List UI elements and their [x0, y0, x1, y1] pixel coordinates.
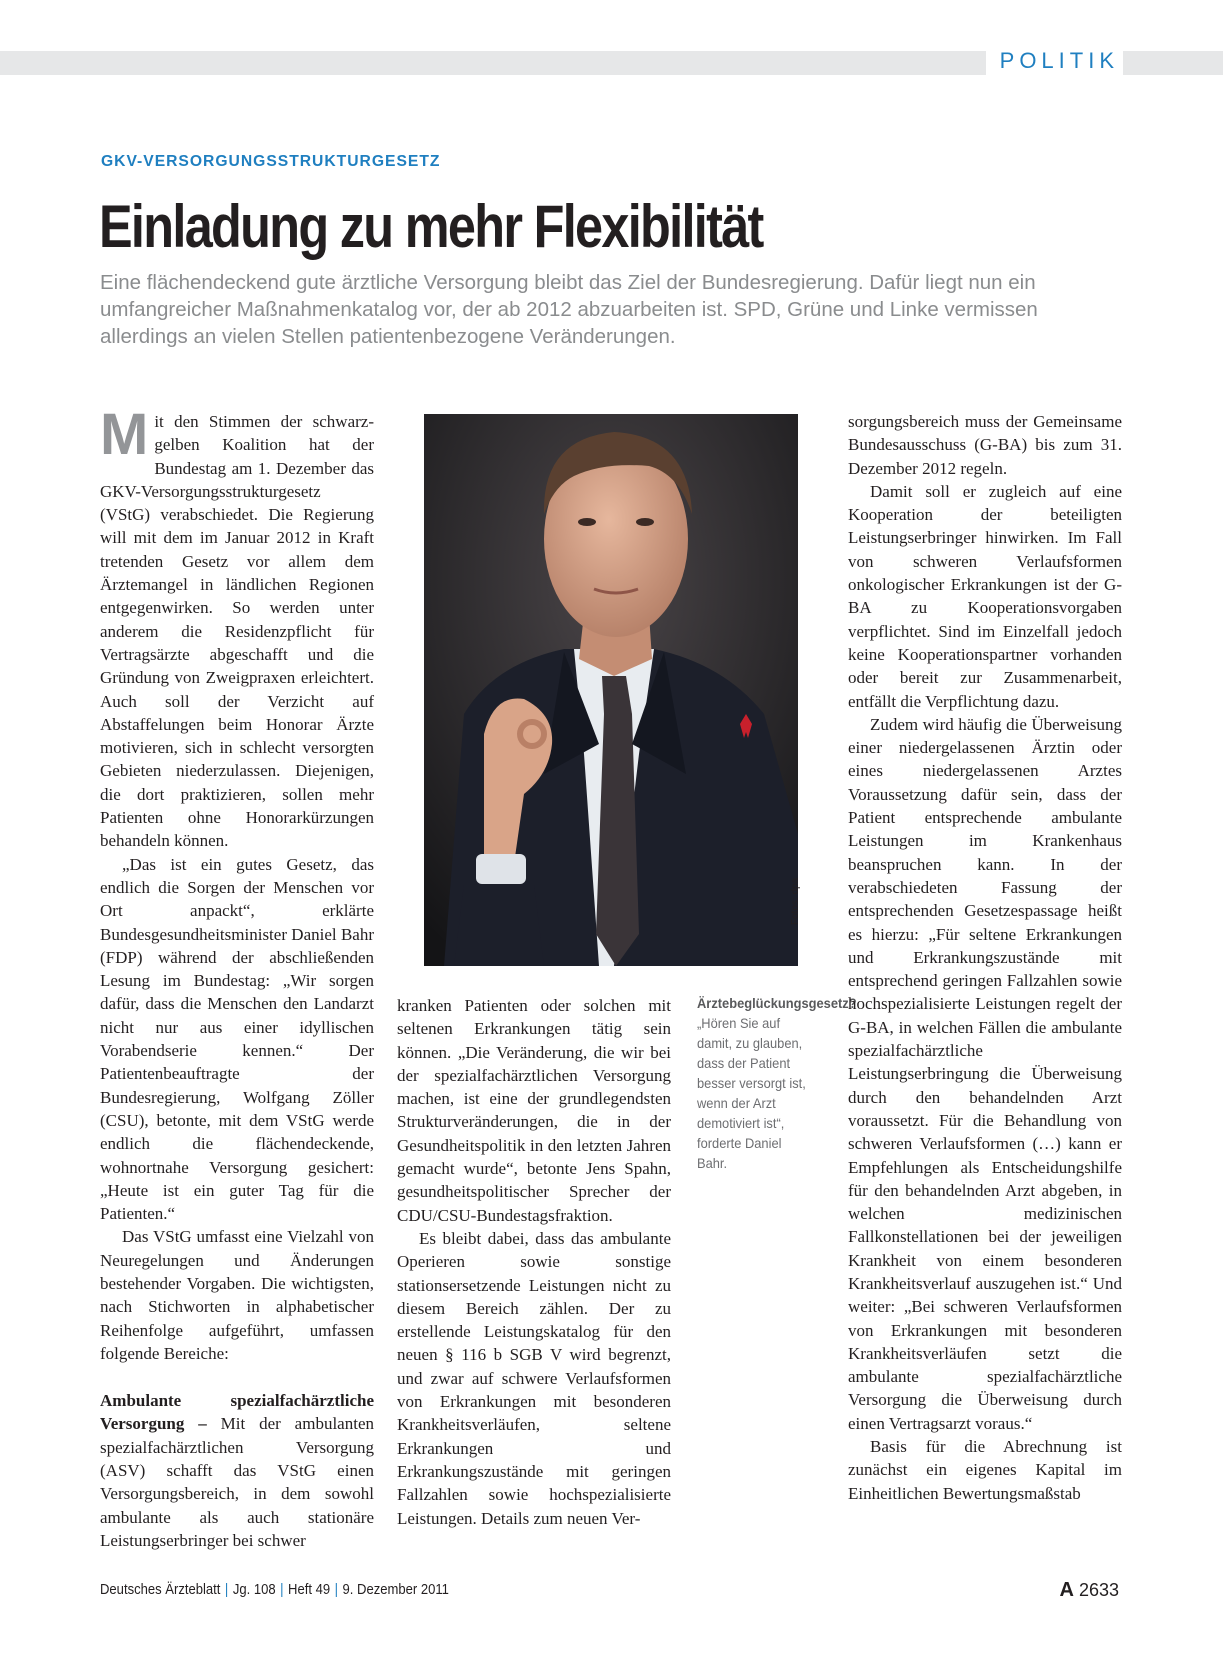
volume: Jg. 108 — [232, 1582, 276, 1598]
separator: | — [334, 1582, 339, 1598]
footer-citation — [100, 1582, 449, 1598]
portrait-illustration — [424, 414, 798, 966]
text-column-3 — [848, 410, 1122, 1505]
section-label: POLITIK — [986, 46, 1123, 76]
caption-title: Ärztebeglückungsgesetz? — [697, 995, 857, 1011]
text-column-2 — [397, 994, 671, 1530]
caption-text: „Hören Sie auf damit, zu glauben, dass der Patient besser versorgt ist, wenn der Arzt demotiviert ist“, forderte Daniel Bahr. — [697, 1015, 806, 1171]
page-number — [1059, 1579, 1119, 1602]
drop-cap: M — [100, 402, 149, 467]
separator: | — [280, 1582, 284, 1598]
paragraph: Damit soll er zugleich auf eine Kooperation der beteiligten Leistungserbringer hinwirken. Im Fall von schweren Verlaufsformen onkologischer Erkrankungen ist der G-BA zu Kooperationsvorgaben verpflichtet. Sind im Einzelfall jedoch keine Kooperationspartner vorhanden oder bereit zur Zusammenarbeit, entfällt die Verpflichtung dazu. — [848, 481, 1122, 711]
paragraph: sorgungsbereich muss der Gemeinsame Bundesausschuss (G-BA) bis zum 31. Dezember 2012 regeln. — [848, 412, 1122, 478]
paragraph: kranken Patienten oder solchen mit seltenen Erkrankungen tätig sein können. „Die Veränderung, die wir bei der spezialfachärztlichen Versorgung machen, ist eine der grundlegendsten Strukturveränderungen, die in der Gesundheitspolitik in den letzten Jahren gemacht wurde“, betonte Jens Spahn, gesundheitspolitischer Sprecher der CDU/CSU-Bundestagsfraktion. — [397, 996, 671, 1225]
article-kicker: GKV-VERSORGUNGSSTRUKTURGESETZ — [101, 153, 441, 170]
separator: | — [224, 1582, 229, 1598]
article-lead: Eine flächendeckend gute ärztliche Versorgung bleibt das Ziel der Bundesregierung. Dafür liegt nun ein umfangreicher Maßnahmenkatalog vor, der ab 2012 abzuarbeiten ist. SPD, Grüne und Linke vermissen allerdings an vielen Stellen patientenbezogene Veränderungen. — [100, 271, 1038, 348]
issue-date: 9. Dezember 2011 — [342, 1582, 449, 1598]
photo-caption — [697, 993, 857, 1173]
paragraph: Basis für die Abrechnung ist zunächst ein eigenes Kapital im Einheitlichen Bewertungsmaßstab — [848, 1437, 1122, 1503]
paragraph-text: it den Stimmen der schwarz-gelben Koalition hat der Bundestag am 1. Dezember das GKV-Versorgungsstrukturgesetz (VStG) verabschiedet. Die Regierung will mit dem im Januar 2012 in Kraft tretenden Gesetz vor allem dem Ärztemangel in ländlichen Regionen entgegenwirken. So werden unter anderem die Residenzpflicht für Vertragsärzte abgeschafft und die Gründung von Zweigpraxen erleichtert. Auch soll der Verzicht auf Abstaffelungen beim Honorar Ärzte motivieren, sich in schlecht versorgten Gebieten niederzulassen. Diejenigen, die dort praktizieren, sollen mehr Patienten ohne Honorarkürzungen behandeln können. — [100, 412, 374, 851]
page-number-value: 2633 — [1078, 1580, 1119, 1600]
page-prefix: A — [1059, 1579, 1074, 1601]
journal-name: Deutsches Ärzteblatt — [100, 1582, 221, 1598]
paragraph: „Das ist ein gutes Gesetz, das endlich die Sorgen der Menschen vor Ort anpackt“, erklärte Bundesgesundheitsminister Daniel Bahr (FDP) während der abschließenden Lesung im Bundestag: „Wir sorgen dafür, dass die Menschen den Landarzt nicht nur aus einer idyllischen Vorabendserie kennen.“ Der Patientenbeauftragte der Bundesregierung, Wolfgang Zöller (CSU), betonte, mit dem VStG werde endlich die flächendeckende, wohnortnahe Versorgung gesichert: „Heute ist ein guter Tag für die Patienten.“ — [100, 854, 374, 1224]
paragraph: Das VStG umfasst eine Vielzahl von Neuregelungen und Änderungen bestehender Vorgaben. Die wichtigsten, nach Stichworten in alphabetischer Reihenfolge aufgeführt, umfassen folgende Bereiche: — [100, 1227, 374, 1363]
paragraph-text: Mit der ambulanten spezialfachärztlichen Versorgung (ASV) schafft das VStG einen Versorgungsbereich, in dem sowohl ambulante als auch stationäre Leistungserbringer bei schwer — [100, 1414, 374, 1550]
subheading: Ambulante spezialfachärztliche Versorgung – — [100, 1391, 374, 1434]
portrait-photo — [424, 414, 798, 966]
text-column-1 — [100, 402, 374, 1552]
issue: Heft 49 — [288, 1582, 331, 1598]
paragraph: Zudem wird häufig die Überweisung einer niedergelassenen Ärztin oder eines niedergelassenen Arztes Voraussetzung dafür sein, dass der Patient entsprechende ambulante Leistungen im Krankenhaus beanspruchen kann. In der verabschiedeten Fassung der entsprechenden Gesetzespassage heißt es hierzu: „Für seltene Erkrankungen und Erkrankungszustände mit entsprechend geringen Fallzahlen sowie hochspezialisierte Leistungen regelt der G-BA, in welchen Fällen die ambulante spezialfachärztliche Leistungserbringung die Überweisung durch den behandelnden Arzt voraussetzt. Für die Behandlung von schweren Verlaufsformen (…) kann er Empfehlungen als Entscheidungshilfe für den behandelnden Arzt abgeben, in welchen medizinischen Fallkonstellationen bei der jeweiligen Krankheit von einem besonderen Krankheitsverlauf auszugehen ist.“ Und weiter: „Bei schweren Verlaufsformen von Erkrankungen mit besonderen Krankheitsverläufen setzt die ambulante spezialfachärztliche Versorgung die Überweisung durch einen Vertragsarzt voraus.“ — [848, 714, 1122, 1433]
paragraph: Es bleibt dabei, dass das ambulante Operieren sowie sonstige stationsersetzende Leistungen nicht zu diesem Bereich zählen. Der zu erstellende Leistungskatalog für den neuen § 116 b SGB V wird begrenzt, und zwar auf schwere Verlaufsformen von Erkrankungen mit besonderen Krankheitsverläufen, seltene Erkrankungen und Erkrankungszustände mit geringen Fallzahlen sowie hochspezialisierte Leistungen. Details zum neuen Ver- — [397, 1228, 671, 1528]
paragraph — [100, 402, 374, 853]
article-title: Einladung zu mehr Flexibilität — [99, 193, 763, 260]
photo-credit: Fotos: dpa — [790, 877, 801, 925]
paragraph — [100, 1389, 374, 1552]
